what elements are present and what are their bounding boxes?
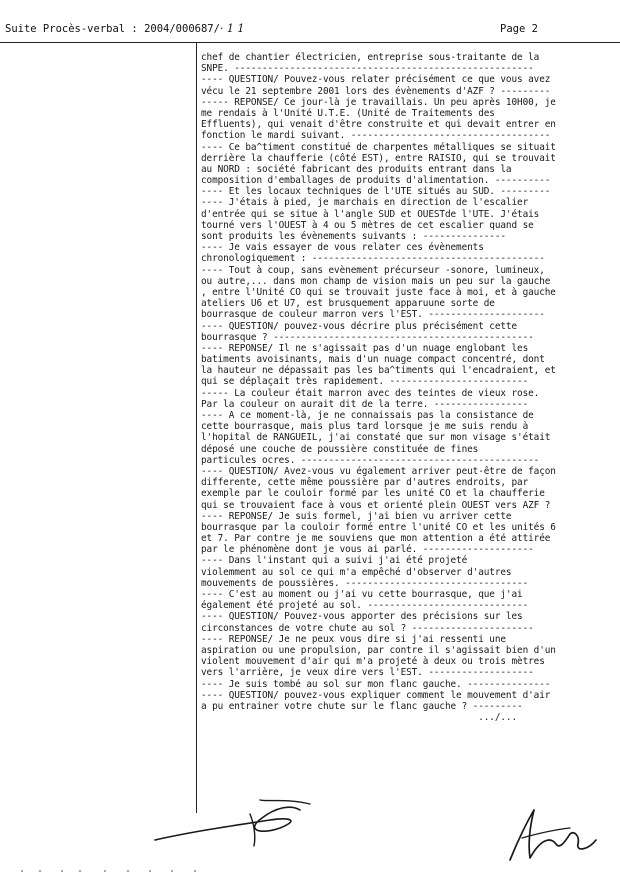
statement-line: bourrasque ? -----------------------------------------------: [201, 331, 534, 343]
statement-line: ateliers U6 et U7, est brusquement apparuune sorte de: [201, 298, 495, 310]
statement-line: violemment au sol ce qui m'a empêché d'observer d'autres: [201, 566, 512, 578]
statement-body: [201, 52, 615, 723]
statement-line: ou autre,... dans mon champ de vision mais un peu sur la gauche: [201, 275, 551, 287]
statement-line: ---- QUESTION/ pouvez-vous expliquer comment le mouvement d'air: [201, 689, 551, 701]
statement-line: ---- C'est au moment ou j'ai vu cette bourrasque, que j'ai: [201, 589, 523, 600]
statement-line: composition d'emballages de produits d'alimentation. ----------: [201, 175, 551, 187]
statement-line: ---- REPONSE/ Je suis formel, j'ai bien vu arriver cette: [201, 510, 512, 522]
statement-line: et 7. Par contre je me souviens que mon attention a été attirée: [201, 533, 551, 545]
statement-line: ---- REPONSE/ Je ne peux vous dire si j'ai ressenti une: [201, 633, 506, 645]
statement-line: l'hopital de RANGUEIL, j'ai constaté que sur mon visage s'était: [201, 432, 551, 444]
statement-line: ----- La couleur était marron avec des teintes de vieux rose.: [201, 387, 540, 399]
header-rule: [0, 42, 620, 43]
statement-line: bourrasque par la couloir formé entre l'unité CO et les unités 6: [201, 521, 556, 533]
statement-line: particules ocres. -------------------------------------------: [201, 454, 540, 466]
statement-line: ---- Tout à coup, sans evènement précurseur -sonore, lumineux,: [201, 264, 545, 276]
statement-line: exemple par le couloir formé par les unité CO et la chaufferie: [201, 488, 545, 500]
statement-line: ---- QUESTION/ Pouvez-vous relater précisément ce que vous avez: [201, 74, 551, 86]
statement-line: derrière la chaufferie (côté EST), entre RAISIO, qui se trouvait: [201, 152, 556, 164]
handwritten-page-mark: · 1 1: [219, 22, 245, 35]
statement-line: SNPE. ------------------------------------------------------: [201, 63, 534, 75]
statement-line: ---- A ce moment-là, je ne connaissais pas la consistance de: [201, 410, 534, 421]
statement-line: chef de chantier électricien, entreprise sous-traitante de la: [201, 52, 540, 63]
margin-rule: [196, 43, 197, 813]
statement-line: la hauteur ne dépassait pas les ba^timents qui l'encadraient, et: [201, 365, 556, 377]
statement-line: mouvements de poussières. ---------------------------------: [201, 577, 529, 589]
statement-line: chronologiquement : ------------------------------------------: [201, 253, 545, 265]
statement-line: ---- QUESTION/ Pouvez-vous apporter des précisions sur les: [201, 611, 523, 623]
statement-line: d'entrée qui se situe à l'angle SUD et OUESTde l'UTE. J'étais: [201, 208, 540, 220]
statement-line: violent mouvement d'air qui m'a projeté à deux ou trois mètres: [201, 656, 545, 668]
statement-line: vécu le 21 septembre 2001 lors des évènements d'AZF ? ---------: [201, 85, 551, 97]
statement-line: tourné vers l'OUEST à 4 ou 5 mètres de cet escalier quand se: [201, 219, 534, 231]
statement-line: Effluents), qui venait d'être construite et qui devait entrer en: [201, 119, 556, 131]
signature-left-icon: [150, 790, 320, 850]
statement-line: ---- QUESTION/ Avez-vous vu également arriver peut-être de façon: [201, 465, 556, 477]
statement-line: sont produits les évènements suivants : ---------------: [201, 231, 506, 242]
statement-line: déposé une couche de poussière constituée de fines: [201, 443, 479, 455]
statement-line: cette bourrasque, mais plus tard lorsque je me suis rendu à: [201, 421, 529, 433]
statement-line: par le phénomène dont je vous ai parlé. --------------------: [201, 544, 534, 556]
statement-line: ---- J'étais à pied, je marchais en direction de l'escalier: [201, 197, 529, 209]
statement-line: vers l'arrière, je veux dire vers l'EST. -------------------: [201, 667, 534, 679]
statement-line: aspiration ou une propulsion, par contre il s'agissait bien d'un: [201, 644, 556, 656]
header-reference: Suite Procès-verbal : 2004/000687/: [5, 23, 220, 35]
statement-line: Par la couleur on aurait dit de la terre. -----------------: [201, 398, 529, 410]
statement-line: me rendais à l'Unité U.T.E. (Unité de Traitements des: [201, 107, 495, 119]
signature-right-icon: [500, 800, 600, 870]
statement-line: qui se trouvaient face à vous et orienté plein OUEST vers AZF ?: [201, 499, 551, 511]
statement-line: batiments avoisinants, mais d'un nuage compact concentré, dont: [201, 354, 545, 366]
statement-line: , entre l'Unité CO qui se trouvait juste face à moi, et à gauche: [201, 286, 556, 298]
statement-line: .../...: [201, 712, 518, 724]
statement-line: ---- Dans l'instant qui a suivi j'ai été projeté: [201, 555, 468, 567]
page-header: [0, 22, 620, 36]
statement-line: ---- Je vais essayer de vous relater ces évènements: [201, 242, 484, 254]
statement-line: fonction le mardi suivant. ------------------------------------: [201, 130, 551, 142]
page-number: Page 2: [500, 23, 538, 35]
statement-line: bourrasque de couleur marron vers l'EST. ---------------------: [201, 309, 545, 321]
statement-line: ----- REPONSE/ Ce jour-là je travaillais. Un peu après 10H00, je: [201, 96, 556, 108]
statement-line: ---- Et les locaux techniques de l'UTE situés au SUD. ---------: [201, 186, 551, 198]
statement-line: circonstances de votre chute au sol ? ----------------------: [201, 622, 534, 634]
statement-line: ---- Ce ba^timent constitué de charpentes métalliques se situait: [201, 141, 556, 153]
statement-line: ---- Je suis tombé au sol sur mon flanc gauche. ---------------: [201, 678, 551, 690]
scan-noise: [10, 868, 610, 874]
statement-line: a pu entrainer votre chute sur le flanc gauche ? ---------: [201, 700, 523, 712]
statement-line: au NORD : société fabricant des produits entrant dans la: [201, 163, 512, 175]
statement-line: ---- QUESTION/ pouvez-vous décrire plus précisément cette: [201, 320, 518, 332]
statement-line: ---- REPONSE/ Il ne s'agissait pas d'un nuage englobant les: [201, 342, 529, 354]
statement-line: differente, cette même poussière par d'autres endroits, par: [201, 477, 529, 489]
statement-line: qui se déplaçait très rapidement. -------------------------: [201, 376, 529, 388]
statement-line: également été projeté au sol. -----------------------------: [201, 600, 529, 612]
document-title: [5, 22, 244, 36]
